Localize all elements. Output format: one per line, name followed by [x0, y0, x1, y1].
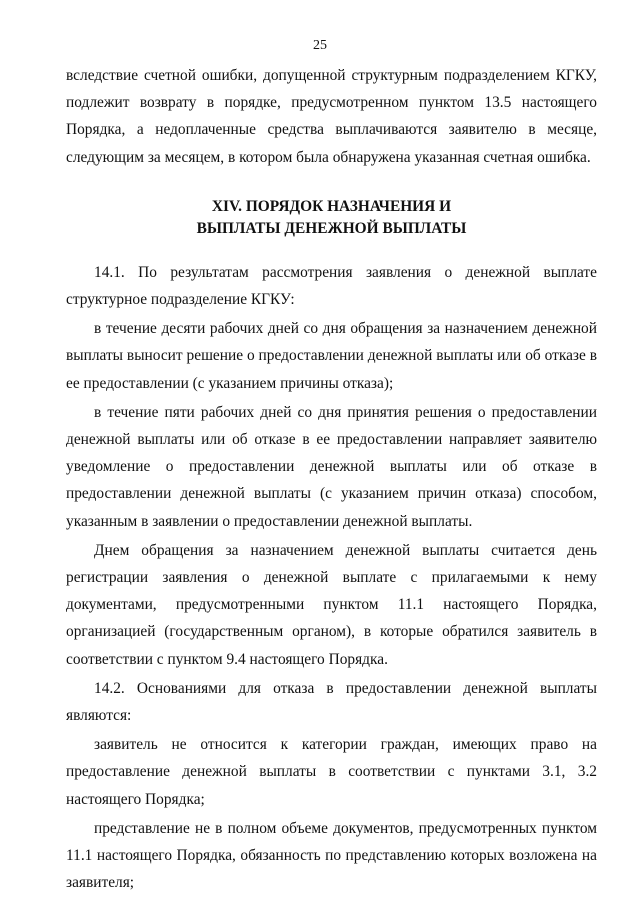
- paragraph-refusal-documents: представление не в полном объеме документов, предусмотренных пунктом 11.1 настоящего Порядка, обязанность по представлению которых возложена на заявителя;: [66, 819, 597, 892]
- page-number: 25: [313, 38, 327, 53]
- paragraph-refusal-category: заявитель не относится к категории граждан, имеющих право на предоставление денежной выплаты в соответствии с пунктами 3.1, 3.2 настоящего Порядка;: [66, 736, 597, 808]
- paragraph-application-day: Днем обращения за назначением денежной выплаты считается день регистрации заявления о денежной выплате с прилагаемыми к нему документами, предусмотренными пунктом 11.1 настоящего Порядка, организацией (государственным органом), в которые обратился заявитель в соответствии с пунктом 9.4 настоящего Порядка.: [66, 541, 597, 668]
- paragraph-notification-term: в течение пяти рабочих дней со дня принятия решения о предоставлении денежной выплаты или об отказе в ее предоставлении направляет заявителю уведомление о предоставлении денежной выплаты или об отказе в предоставлении денежной выплаты (с указанием причин отказа) способом, указанным в заявлении о предоставлении денежной выплаты.: [66, 403, 597, 530]
- paragraph-14-2: 14.2. Основаниями для отказа в предоставлении денежной выплаты являются:: [66, 679, 597, 725]
- paragraph-decision-term: в течение десяти рабочих дней со дня обращения за назначением денежной выплаты выносит решение о предоставлении денежной выплаты или об отказе в ее предоставлении (с указанием причины отказа);: [66, 320, 597, 392]
- paragraph-continuation: вследствие счетной ошибки, допущенной структурным подразделением КГКУ, подлежит возврату в порядке, предусмотренном пунктом 13.5 настоящего Порядка, а недоплаченные средства выплачиваются заявителю в месяце, следующим за месяцем, в котором была обнаружена указанная счетная ошибка.: [66, 67, 597, 166]
- section-heading: [66, 196, 597, 240]
- section-heading-line-1: XIV. ПОРЯДОК НАЗНАЧЕНИЯ И: [211, 197, 452, 215]
- document-body: [66, 62, 597, 896]
- section-heading-line-2: ВЫПЛАТЫ ДЕНЕЖНОЙ ВЫПЛАТЫ: [196, 219, 467, 237]
- paragraph-14-1: 14.1. По результатам рассмотрения заявления о денежной выплате структурное подразделение КГКУ:: [66, 263, 597, 309]
